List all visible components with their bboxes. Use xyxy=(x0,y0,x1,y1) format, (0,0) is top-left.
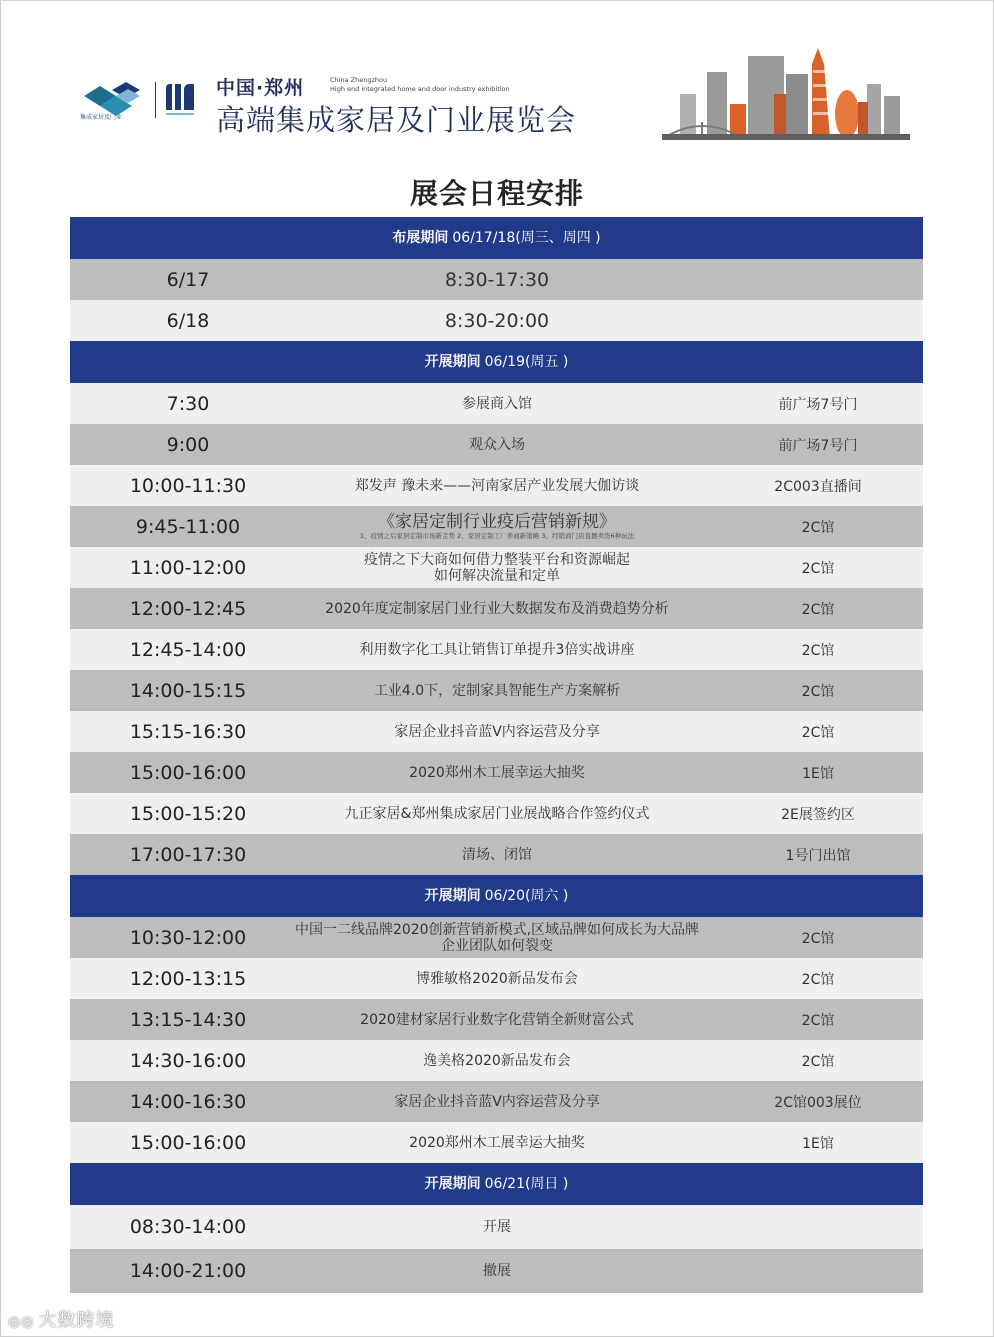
table-row xyxy=(70,999,923,1040)
table-row xyxy=(70,424,923,465)
header-title-en-line1: China Zhengzhou xyxy=(330,76,388,84)
brand-logo-text: 集成家居及门业 xyxy=(80,114,123,121)
table-row xyxy=(70,547,923,588)
row-event-text: 开展 xyxy=(483,1219,511,1235)
row-event xyxy=(270,917,724,958)
row-event-text: 《家居定制行业疫后营销新规》 xyxy=(378,511,616,532)
row-place: 1E馆 xyxy=(802,1135,834,1152)
row-place: 2C馆 xyxy=(801,930,835,947)
section-date: 06/17/18(周三、周四 ) xyxy=(452,230,601,246)
row-time: 14:00-15:15 xyxy=(129,679,247,702)
row-event-text: 2020郑州木工展幸运大抽奖 xyxy=(409,1134,585,1151)
row-event xyxy=(270,670,724,711)
row-place: 前广场7号门 xyxy=(778,396,858,413)
row-event-text: 九正家居&郑州集成家居门业展战略合作签约仪式 xyxy=(344,805,650,822)
row-place: 2C馆 xyxy=(801,1053,835,1070)
row-place xyxy=(730,1205,906,1249)
table-row xyxy=(70,588,923,629)
row-event-text: 清场、闭馆 xyxy=(462,846,532,863)
row-event-text: 中国一二线品牌2020创新营销新模式,区域品牌如何成长为大品牌 xyxy=(294,921,700,938)
row-event xyxy=(270,383,724,424)
row-event xyxy=(270,424,724,465)
row-place: 2C馆003展位 xyxy=(774,1094,862,1111)
row-event xyxy=(270,465,724,506)
row-event-text: 8:30-17:30 xyxy=(444,268,550,291)
table-row xyxy=(70,670,923,711)
row-place: 1号门出馆 xyxy=(785,847,851,864)
row-time: 10:00-11:30 xyxy=(129,474,247,497)
section-date: 06/21(周日 ) xyxy=(484,1176,569,1192)
row-place: 2E展签约区 xyxy=(781,806,855,823)
table-row xyxy=(70,465,923,506)
table-row xyxy=(70,958,923,999)
row-event xyxy=(270,834,724,875)
row-event-subtext: 1、疫情之后家居定制市场新走势 2、家居定制工厂养商新策略 3、经销商门店直播卖货6种玩法 xyxy=(359,531,635,540)
table-row xyxy=(70,752,923,793)
table-row xyxy=(70,1081,923,1122)
section-label: 开展期间 xyxy=(424,1176,481,1192)
row-time: 6/18 xyxy=(166,309,210,332)
watermark-logo-icon: ◎◎ xyxy=(8,1314,35,1330)
table-row xyxy=(70,1122,923,1163)
row-time: 6/17 xyxy=(166,268,210,291)
row-time: 10:30-12:00 xyxy=(129,926,247,949)
section-header xyxy=(70,341,923,383)
row-time: 7:30 xyxy=(166,392,210,415)
row-time: 9:00 xyxy=(166,433,210,456)
row-time: 15:00-16:00 xyxy=(129,1131,247,1154)
section-header xyxy=(70,1163,923,1205)
header-title-english xyxy=(330,76,510,94)
row-event-text: 利用数字化工具让销售订单提升3倍实战讲座 xyxy=(359,641,635,658)
row-place: 2C馆 xyxy=(801,1012,835,1029)
row-time: 11:00-12:00 xyxy=(129,556,247,579)
section-label: 开展期间 xyxy=(424,888,481,904)
page-title: 展会日程安排 xyxy=(409,177,584,210)
row-time: 12:00-12:45 xyxy=(129,597,247,620)
row-event xyxy=(270,506,724,547)
row-event-text: 参展商入馆 xyxy=(462,395,532,412)
row-event xyxy=(270,999,724,1040)
table-row xyxy=(70,300,923,341)
row-event-text: 2020建材家居行业数字化营销全新财富公式 xyxy=(360,1011,634,1028)
row-time: 14:30-16:00 xyxy=(129,1049,247,1072)
header-title-big: 高端集成家居及门业展览会 xyxy=(216,103,577,137)
section-header xyxy=(70,875,923,917)
logo-divider xyxy=(155,82,156,118)
row-event xyxy=(270,752,724,793)
row-event xyxy=(270,259,724,300)
row-time: 08:30-14:00 xyxy=(129,1216,247,1238)
row-event xyxy=(270,1122,724,1163)
row-event-text: 博雅敏格2020新品发布会 xyxy=(416,970,578,987)
row-time: 12:00-13:15 xyxy=(129,967,247,990)
table-row xyxy=(70,793,923,834)
row-event-text: 家居企业抖音蓝V内容运营及分享 xyxy=(394,1093,600,1110)
table-row xyxy=(70,506,923,547)
row-time: 15:00-15:20 xyxy=(129,802,247,825)
row-place: 2C馆 xyxy=(801,560,835,577)
row-event-text: 家居企业抖音蓝V内容运营及分享 xyxy=(394,723,600,740)
row-event-text: 郑发声 豫未来——河南家居产业发展大伽访谈 xyxy=(354,477,640,494)
row-place: 2C馆 xyxy=(801,642,835,659)
row-time: 15:00-16:00 xyxy=(129,761,247,784)
row-place: 1E馆 xyxy=(802,765,834,782)
row-place: 2C馆 xyxy=(801,971,835,988)
section-label: 开展期间 xyxy=(424,354,481,370)
row-time: 17:00-17:30 xyxy=(129,843,247,866)
row-event xyxy=(270,629,724,670)
row-place: 2C馆 xyxy=(801,519,835,536)
table-row xyxy=(70,383,923,424)
city-skyline-icon xyxy=(662,44,910,142)
table-row xyxy=(70,1205,923,1249)
row-event-text: 8:30-20:00 xyxy=(444,309,550,332)
row-event-text-line2: 企业团队如何裂变 xyxy=(441,937,553,954)
table-row xyxy=(70,917,923,958)
row-event xyxy=(270,1205,724,1249)
watermark xyxy=(8,1306,114,1332)
row-place: 2C馆 xyxy=(801,683,835,700)
row-event-text-line2: 如何解决流量和定单 xyxy=(434,567,560,584)
row-time: 15:15-16:30 xyxy=(129,720,247,743)
section-header xyxy=(70,217,923,259)
row-event-text: 疫情之下大商如何借力整装平台和资源崛起 xyxy=(364,551,630,568)
row-event-text: 撤展 xyxy=(483,1263,511,1279)
row-place xyxy=(730,1249,906,1293)
section-date: 06/19(周五 ) xyxy=(484,354,569,370)
row-time: 14:00-21:00 xyxy=(129,1260,247,1282)
row-event xyxy=(270,793,724,834)
row-place xyxy=(730,259,906,300)
row-place: 2C馆 xyxy=(801,601,835,618)
row-event-text: 工业4.0下，定制家具智能生产方案解析 xyxy=(373,682,621,699)
table-row xyxy=(70,629,923,670)
table-row xyxy=(70,1249,923,1293)
table-row xyxy=(70,834,923,875)
schedule-table xyxy=(70,217,923,1293)
row-time: 9:45-11:00 xyxy=(135,515,241,538)
watermark-text: 大数跨境 xyxy=(38,1310,115,1331)
row-time: 12:45-14:00 xyxy=(129,638,247,661)
row-event-text: 2020郑州木工展幸运大抽奖 xyxy=(409,764,585,781)
exhibition-logo-icon xyxy=(162,80,198,120)
header-title-en-line2: High end integrated home and door industry exhibition xyxy=(330,85,510,93)
table-row xyxy=(70,711,923,752)
row-event xyxy=(270,958,724,999)
row-time: 14:00-16:30 xyxy=(129,1090,247,1113)
row-time: 13:15-14:30 xyxy=(129,1008,247,1031)
row-event-text: 逸美格2020新品发布会 xyxy=(423,1052,571,1069)
row-event xyxy=(270,588,724,629)
section-date: 06/20(周六 ) xyxy=(484,888,569,904)
header xyxy=(0,0,994,170)
row-event xyxy=(270,711,724,752)
row-place xyxy=(730,300,906,341)
row-event xyxy=(270,1081,724,1122)
row-event xyxy=(270,300,724,341)
table-row xyxy=(70,259,923,300)
row-event xyxy=(270,547,724,588)
table-row xyxy=(70,1040,923,1081)
row-place: 前广场7号门 xyxy=(778,437,858,454)
row-event-text: 2020年度定制家居门业行业大数据发布及消费趋势分析 xyxy=(325,600,669,617)
row-event xyxy=(270,1249,724,1293)
row-place: 2C003直播间 xyxy=(774,478,862,495)
row-event-text: 观众入场 xyxy=(469,436,525,453)
section-label: 布展期间 xyxy=(392,230,449,246)
row-event xyxy=(270,1040,724,1081)
row-place: 2C馆 xyxy=(801,724,835,741)
header-title-small: 中国·郑州 xyxy=(216,77,305,99)
